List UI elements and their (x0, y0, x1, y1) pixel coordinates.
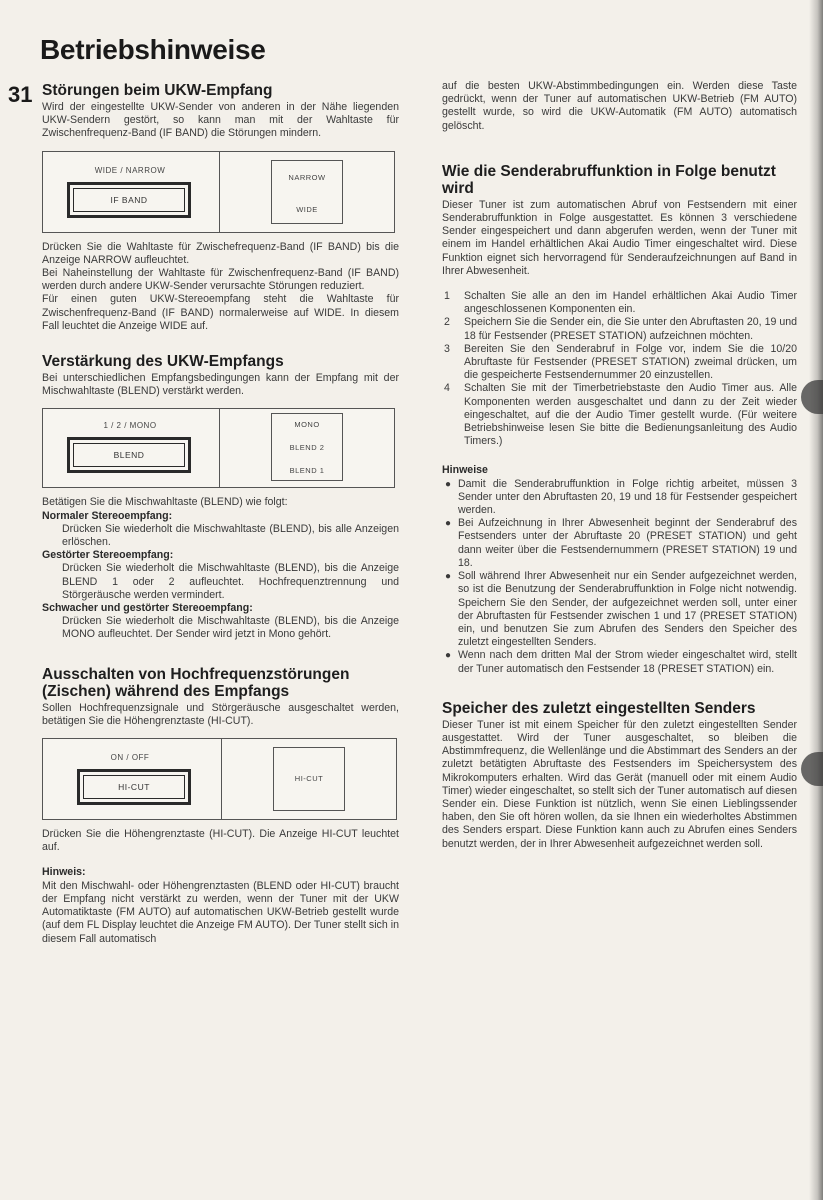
hi-cut-button-label: HI-CUT (83, 775, 185, 799)
blend1-indicator: BLEND 1 (289, 466, 325, 476)
right-column (442, 80, 797, 851)
panel-divider (219, 152, 220, 232)
paragraph: Drücken Sie die Wahltaste für Zwischefrequenz-Band (IF BAND) bis die Anzeige NARROW aufleuchtet. (42, 240, 399, 266)
list-item: ● Wenn nach dem dritten Mal der Strom wieder eingeschaltet wird, stellt der Tuner automatisch den Festsender 18 (PRESET STATION) ein. (445, 649, 797, 675)
page-title: Betriebshinweise (40, 34, 266, 65)
blend-button (67, 437, 191, 473)
section-heading: Ausschalten von Hochfrequenzstörungen (Zischen) während des Empfangs (42, 665, 350, 700)
section-heading: Verstärkung des UKW-Empfangs (42, 353, 284, 371)
mono-indicator: MONO (294, 420, 320, 430)
section-intro: Dieser Tuner ist zum automatischen Abruf von Festsendern mit einer Senderabruffunktion in Folge ausgestattet. Es können 3 verschiedene Sender eingespeichert und dann abgerufen werden, wenn der Tuner mit einem im Handel erhältlichen Akai Audio Timer eingeschaltet wird. Diese Funktion eignet sich hervorragend für Senderaufzeichnungen auf Band in Ihrer Abwesenheit. (442, 198, 797, 277)
wide-narrow-caption: WIDE / NARROW (94, 165, 166, 175)
paragraph: Dieser Tuner ist mit einem Speicher für den zuletzt eingestellten Sender ausgestattet. Wird der Tuner ausgeschaltet, so bleiben die Abstimmfrequenz, die Wellenlänge und die Abstimmart des Senders an der zuletzt betätigten Abruftaste des Festsenders im Speichersystem des Mikrokomputers erhalten. Wird das Gerät (manuell oder mit einem Audio Timer) wieder eingeschaltet, so stellt sich der Tuner automatisch auf diesen Sender ein. Diese Funktion ist nützlich, wenn Sie einen Lieblingssender haben, den Sie oft hören wollen, da sie Ihnen ein wiederholtes Abstimmen des Senders erspart. Diese Funktion kann auch zu Abrufen eines Senders benutzt werden, der in Ihrer Abwesenheit aufgezeichnet werden soll. (442, 718, 797, 850)
paragraph-continued: auf die besten UKW-Abstimmbedingungen ein. Werden diese Taste gedrückt, wenn der Tuner auf automatischen UKW-Betrieb (FM AUTO) gestellt wurde, so wird die UKW-Automatik (FM AUTO) automatisch gelöscht. (442, 80, 797, 132)
hi-cut-display (273, 747, 345, 811)
hi-cut-panel-diagram (42, 738, 397, 820)
list-item: 1 Schalten Sie alle an den im Handel erhältlichen Akai Audio Timer angeschlossenen Komponenten ein. (444, 290, 797, 316)
panel-divider (219, 409, 220, 487)
paragraph: Für einen guten UKW-Stereoempfang steht die Wahltaste für Zwischenfrequenz-Band (IF BAND) normalerweise auf WIDE. In diesem Fall leuchtet die Anzeige WIDE auf. (42, 293, 399, 332)
paragraph: Drücken Sie die Höhengrenztaste (HI-CUT). Die Anzeige HI-CUT leuchtet auf. (42, 828, 399, 854)
paragraph: Drücken Sie wiederholt die Mischwahltaste (BLEND), bis alle Anzeigen erlöschen. (62, 522, 399, 549)
wide-indicator: WIDE (296, 204, 318, 214)
hi-cut-indicator: HI-CUT (294, 774, 324, 784)
if-band-button (67, 182, 191, 218)
subheading: Gestörter Stereoempfang: (42, 549, 174, 562)
blend-panel-diagram (42, 408, 395, 488)
list-item: ● Soll während Ihrer Abwesenheit nur ein Sender aufgezeichnet werden, so ist die Benutzung der Senderabruffunktion in Folge nicht notwendig. Speichern Sie den Sender, der aufgezeichnet werden soll, unter einer der Abruftasten für Festsender zwischen 1 und 17 (PRESET STATION) ein, und benutzen Sie zum Abrufen des Senders den Speicher des zuletzt eingestellten Senders. (445, 570, 797, 649)
paragraph: Bei Naheinstellung der Wahltaste für Zwischenfrequenz-Band (IF BAND) werden durch andere UKW-Sender verursachte Störungen reduziert. (42, 267, 399, 293)
blend-caption: 1 / 2 / MONO (103, 421, 157, 431)
panel-divider (221, 739, 222, 819)
if-band-panel-diagram (42, 151, 395, 233)
notes-list (442, 478, 797, 676)
section-ukw-boost (42, 353, 399, 642)
list-item: 4 Schalten Sie mit der Timerbetriebstaste den Audio Timer aus. Alle Komponenten werden ausgeschaltet und dann zu der Zeit wieder eingeschaltet, auf die der Audio Timer gestellt wurde. (Für weitere Betriebshinweise lesen Sie bitte die Bedienungsanleitung des Audio Timers.) (444, 382, 797, 448)
if-band-display (271, 160, 343, 224)
list-item: 3 Bereiten Sie den Senderabruf in Folge vor, indem Sie die 10/20 Abruftaste für Festsender (PRESET STATION) zweimal drücken, um die gespeicherte Festsendernummer 20 einzustellen. (444, 342, 797, 382)
section-heading: Speicher des zuletzt eingestellten Senders (442, 699, 756, 717)
list-item: ● Bei Aufzeichnung in Ihrer Abwesenheit beginnt der Senderabruf des Festsenders unter der Abruftaste 20 (PRESET STATION) und geht dann weiter über die Festsendernummern (PRESET STATION) 19 und 18. (445, 517, 797, 569)
subheading: Normaler Stereoempfang: (42, 509, 173, 522)
list-item: 2 Speichern Sie die Sender ein, die Sie unter den Abruftasten 20, 19 und 18 für Festsender (PRESET STATION) aufzeichnen möchten. (444, 316, 797, 342)
section-intro: Bei unterschiedlichen Empfangsbedingungen kann der Empfang mit der Mischwahltaste (BLEND) verstärkt werden. (42, 372, 399, 398)
hi-cut-button (77, 769, 191, 805)
section-ukw-interference (42, 82, 399, 333)
section-heading: Wie die Senderabruffunktion in Folge benutzt wird (442, 162, 776, 197)
paragraph: Mit den Mischwahl- oder Höhengrenztasten (BLEND oder HI-CUT) braucht der Empfang nicht verstärkt zu werden, wenn der Tuner mit der UKW Automatiktaste (FM AUTO) auf automatischen UKW-Betrieb gestellt wurde (auf dem FL Display leuchtet die Anzeige FM AUTO). Der Tuner stellt sich in diesem Fall automatisch (42, 879, 399, 945)
note-heading: Hinweis: (42, 866, 86, 879)
section-intro: Wird der eingestellte UKW-Sender von anderen in der Nähe liegenden UKW-Sendern gestört, so kann man mit der Wahltaste für Zwischenfrequenz-Band (IF BAND) die Störungen mindern. (42, 101, 399, 140)
paragraph: Drücken Sie wiederholt die Mischwahltaste (BLEND), bis die Anzeige BLEND 1 oder 2 aufleuchtet. Hochfrequenztrennung und Störgeräusche werden vermindert. (62, 562, 399, 601)
left-column (42, 82, 399, 946)
on-off-caption: ON / OFF (110, 753, 150, 763)
section-last-station-memory (442, 700, 797, 851)
page-number: 31 (8, 82, 33, 107)
section-intro: Sollen Hochfrequenzsignale und Störgeräusche ausgeschaltet werden, betätigen Sie die Höhengrenztaste (HI-CUT). (42, 701, 399, 727)
binder-hole-top (801, 380, 823, 414)
list-item: ● Damit die Senderabruffunktion in Folge richtig arbeitet, müssen 3 Sender unter den Abruftasten 20, 19 und 18 für Festsender gespeichert werden. (445, 477, 797, 517)
steps-list (442, 290, 797, 448)
blend2-indicator: BLEND 2 (289, 443, 325, 453)
section-hi-cut (42, 666, 399, 946)
page-edge-shadow (809, 0, 823, 1200)
paragraph: Drücken Sie wiederholt die Mischwahltaste (BLEND), bis die Anzeige MONO aufleuchtet. Der Sender wird jetzt in Mono gehört. (62, 615, 399, 641)
paragraph: Betätigen Sie die Mischwahltaste (BLEND) wie folgt: (42, 496, 288, 509)
subheading: Schwacher und gestörter Stereoempfang: (42, 602, 253, 615)
section-sequential-recall (442, 163, 797, 676)
binder-hole-bottom (801, 752, 823, 786)
narrow-indicator: NARROW (288, 172, 326, 182)
blend-display (271, 413, 343, 481)
notes-heading: Hinweise (442, 464, 488, 477)
if-band-button-label: IF BAND (73, 188, 185, 212)
section-heading: Störungen beim UKW-Empfang (42, 82, 273, 99)
blend-button-label: BLEND (73, 443, 185, 467)
